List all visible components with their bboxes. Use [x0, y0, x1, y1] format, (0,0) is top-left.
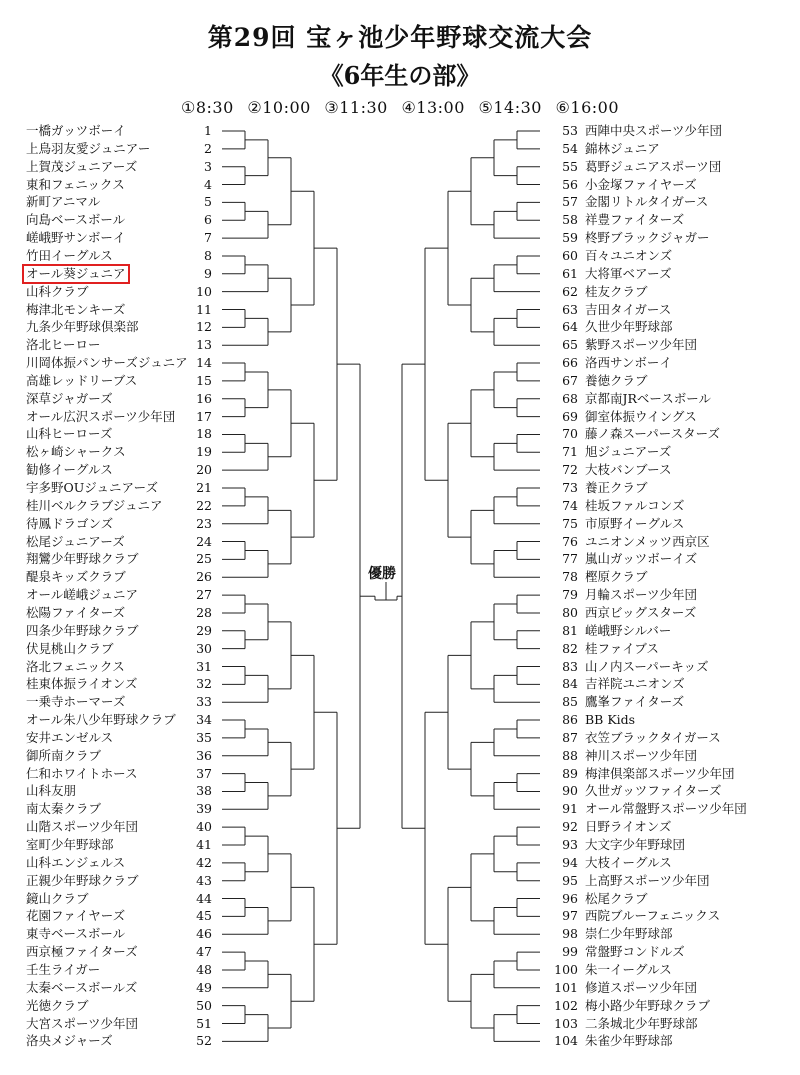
team-number: 62 — [562, 283, 578, 299]
team-name: 御室体振ウイングス — [585, 408, 697, 424]
team-name: 藤ノ森スーパースターズ — [585, 426, 721, 442]
team-number: 18 — [196, 426, 212, 442]
team-number: 69 — [562, 408, 578, 424]
team-name: 祥豊ファイターズ — [585, 212, 685, 228]
time-slot: ②10:00 — [247, 98, 311, 117]
team-name: 嵐山ガッツボーイズ — [585, 551, 698, 567]
team-name: 松尾ジュニアーズ — [26, 533, 125, 549]
page-subtitle: 《6年生の部》 — [319, 61, 481, 90]
team-number: 2 — [204, 140, 212, 156]
team-name: 柊野ブラックジャガー — [585, 230, 710, 246]
team-number: 10 — [196, 283, 212, 299]
team-number: 37 — [196, 765, 212, 781]
team-name: 深草ジャガーズ — [26, 390, 113, 406]
team-name: 仁和ホワイトホース — [26, 765, 138, 781]
team-name: BB Kids — [585, 712, 636, 728]
team-number: 15 — [196, 372, 212, 388]
team-name: 山階スポーツ少年団 — [26, 819, 139, 835]
team-number: 80 — [562, 604, 578, 620]
team-number: 58 — [562, 212, 578, 228]
team-number: 33 — [196, 694, 212, 710]
team-name: 常盤野コンドルズ — [585, 944, 685, 960]
team-name: 四条少年野球クラブ — [26, 622, 139, 638]
team-number: 64 — [562, 319, 578, 335]
team-number: 60 — [562, 247, 578, 263]
team-number: 41 — [196, 837, 212, 852]
team-name: 養徳クラブ — [585, 372, 648, 388]
team-name: 鷹峯ファイターズ — [585, 694, 685, 710]
team-name: 上鳥羽友愛ジュニアー — [26, 140, 151, 156]
team-number: 8 — [204, 247, 212, 263]
team-name: 梅津北モンキーズ — [26, 301, 126, 317]
team-name: オール朱八少年野球クラブ — [26, 712, 176, 728]
time-slot: ④13:00 — [401, 98, 465, 117]
team-number: 71 — [562, 444, 578, 460]
team-number: 28 — [196, 604, 212, 620]
time-slot: ⑤14:30 — [478, 98, 542, 117]
team-number: 99 — [562, 944, 578, 960]
team-name: 九条少年野球倶楽部 — [26, 319, 139, 335]
team-number: 93 — [562, 837, 578, 852]
team-name: 梅小路少年野球クラブ — [585, 997, 711, 1013]
team-name: 二条城北少年野球部 — [585, 1015, 698, 1031]
team-name: 神川スポーツ少年団 — [585, 747, 698, 763]
team-number: 32 — [196, 676, 212, 692]
team-number: 66 — [562, 355, 578, 371]
team-number: 88 — [562, 747, 578, 763]
time-slot: ⑥16:00 — [555, 98, 619, 117]
team-number: 101 — [554, 979, 578, 995]
team-name: 上高野スポーツ少年団 — [585, 872, 710, 888]
team-number: 95 — [562, 872, 578, 888]
team-name: 桂坂ファルコンズ — [585, 497, 685, 513]
team-number: 96 — [562, 890, 578, 906]
team-number: 76 — [562, 533, 578, 549]
team-number: 75 — [562, 515, 578, 531]
team-name: 金閣リトルタイガース — [585, 194, 709, 210]
team-name: 上賀茂ジュニアーズ — [26, 158, 138, 174]
team-name: 洛北フェニックス — [26, 658, 125, 674]
team-number: 100 — [554, 961, 578, 977]
team-number: 1 — [204, 123, 212, 138]
team-number: 68 — [562, 390, 578, 406]
team-name: 高雄レッドリーブス — [26, 372, 138, 388]
team-name: 向島ベースボール — [26, 212, 126, 228]
team-number: 35 — [196, 729, 212, 745]
team-name: 御所南クラブ — [26, 747, 102, 763]
team-number: 53 — [562, 123, 578, 138]
team-name: 桂川ベルクラブジュニア — [26, 497, 163, 513]
team-number: 48 — [196, 961, 212, 977]
team-name: 衣笠ブラックタイガース — [585, 729, 721, 745]
team-number: 22 — [196, 497, 212, 513]
team-name: 旭ジュニアーズ — [585, 444, 672, 460]
team-name: 安井エンゼルス — [26, 729, 114, 745]
team-number: 5 — [204, 194, 212, 210]
team-name: 勧修イーグルス — [26, 462, 113, 478]
team-number: 79 — [562, 587, 578, 603]
team-number: 82 — [562, 640, 578, 656]
team-name: 京都南JRベースボール — [585, 390, 712, 406]
team-name: 修道スポーツ少年団 — [585, 979, 698, 995]
team-name: 山科ヒーローズ — [26, 426, 113, 442]
team-name: 川岡体振パンサーズジュニア — [26, 355, 188, 371]
team-number: 36 — [196, 747, 212, 763]
team-name: 百々ユニオンズ — [585, 247, 673, 263]
team-number: 29 — [196, 622, 212, 638]
team-name: 松ヶ崎シャークス — [26, 444, 126, 460]
team-name: 久世ガッツファイターズ — [585, 783, 722, 799]
team-name: 新町アニマル — [26, 194, 101, 210]
team-number: 104 — [554, 1033, 578, 1049]
team-number: 81 — [562, 622, 578, 638]
team-number: 61 — [562, 265, 578, 281]
team-number: 42 — [196, 854, 212, 870]
team-name: 朱雀少年野球部 — [585, 1033, 673, 1049]
team-name: 大枝イーグルス — [585, 854, 672, 870]
team-number: 20 — [196, 462, 212, 478]
team-name: オール嵯峨ジュニア — [26, 587, 139, 603]
team-number: 102 — [554, 997, 578, 1013]
team-number: 21 — [196, 480, 212, 495]
team-number: 40 — [196, 819, 212, 835]
team-number: 12 — [196, 319, 212, 335]
team-number: 87 — [562, 729, 578, 745]
team-number: 92 — [562, 819, 578, 835]
team-number: 56 — [562, 176, 578, 192]
team-name: 西院ブルーフェニックス — [585, 908, 721, 924]
team-number: 4 — [204, 176, 212, 192]
team-name: 西京ビッグスターズ — [585, 604, 697, 620]
team-name: 鏡山クラブ — [26, 890, 89, 906]
team-number: 24 — [196, 533, 212, 549]
team-name: 室町少年野球部 — [26, 837, 114, 852]
team-number: 89 — [562, 765, 578, 781]
team-name: 嵯峨野サンボーイ — [26, 230, 126, 246]
team-name: 正親少年野球クラブ — [26, 872, 139, 888]
team-name: 洛央メジャーズ — [26, 1033, 113, 1049]
team-number: 45 — [196, 908, 212, 924]
team-number: 83 — [562, 658, 578, 674]
team-name: 南太秦クラブ — [26, 801, 102, 817]
team-name: 壬生ライガー — [26, 961, 101, 977]
team-number: 90 — [562, 783, 578, 799]
team-number: 103 — [554, 1015, 578, 1031]
team-name: 竹田イーグルス — [26, 247, 113, 263]
team-number: 6 — [204, 212, 212, 228]
team-number: 86 — [562, 712, 578, 728]
team-number: 70 — [562, 426, 578, 442]
champion-label: 優勝 — [368, 566, 396, 582]
team-name: 大将軍ベアーズ — [585, 265, 672, 281]
team-name: 桂東体振ライオンズ — [26, 676, 138, 692]
team-name: 日野ライオンズ — [585, 819, 672, 835]
team-name: オール常盤野スポーツ少年団 — [585, 801, 747, 817]
team-name: 大枝バンブース — [585, 462, 672, 478]
team-number: 59 — [562, 230, 578, 246]
team-name: 醍泉キッズクラブ — [26, 569, 126, 585]
team-number: 19 — [196, 444, 212, 460]
team-name: 翔鸞少年野球クラブ — [26, 551, 139, 567]
team-number: 14 — [196, 355, 212, 371]
team-number: 67 — [562, 372, 578, 388]
team-name: 一乗寺ホーマーズ — [26, 694, 126, 710]
team-name: 伏見桃山クラブ — [26, 640, 114, 656]
team-name: 梅津倶楽部スポーツ少年団 — [585, 765, 735, 781]
team-number: 16 — [196, 390, 212, 406]
team-name: 山科エンジェルス — [26, 854, 126, 870]
team-number: 63 — [562, 301, 578, 317]
team-number: 91 — [562, 801, 578, 817]
team-number: 31 — [196, 658, 212, 674]
team-name: 桂友クラブ — [585, 283, 648, 299]
team-number: 3 — [204, 158, 212, 174]
team-number: 84 — [562, 676, 578, 692]
team-number: 55 — [562, 158, 578, 174]
team-name: 一橋ガッツボーイ — [26, 123, 126, 138]
team-number: 44 — [196, 890, 212, 906]
team-number: 27 — [196, 587, 212, 603]
team-number: 39 — [196, 801, 212, 817]
team-number: 98 — [562, 926, 578, 942]
team-number: 30 — [196, 640, 212, 656]
team-name: 待鳳ドラゴンズ — [26, 515, 114, 531]
team-number: 34 — [196, 712, 212, 728]
team-number: 7 — [204, 230, 212, 246]
team-number: 54 — [562, 140, 578, 156]
time-slot: ①8:30 — [180, 98, 234, 117]
team-name: 光徳クラブ — [26, 997, 89, 1013]
team-name: 月輪スポーツ少年団 — [585, 587, 698, 603]
team-number: 73 — [562, 480, 578, 495]
team-number: 74 — [562, 497, 578, 513]
team-name: 錦林ジュニア — [585, 140, 660, 156]
team-name: 洛西サンボーイ — [585, 355, 672, 371]
team-name: 大文字少年野球団 — [585, 837, 686, 852]
team-name: 吉祥院ユニオンズ — [585, 676, 685, 692]
team-number: 52 — [196, 1033, 212, 1049]
team-number: 72 — [562, 462, 578, 478]
team-name: 嵯峨野シルバー — [585, 622, 672, 638]
team-name: 崇仁少年野球部 — [585, 926, 673, 942]
team-name: 花園ファイヤーズ — [26, 908, 126, 924]
team-name: 山科クラブ — [26, 283, 89, 299]
team-number: 17 — [196, 408, 212, 424]
team-name: 松尾クラブ — [585, 890, 648, 906]
page-title: 第29回 宝ヶ池少年野球交流大会 — [207, 23, 593, 52]
team-number: 49 — [196, 979, 212, 995]
team-name: 樫原クラブ — [585, 569, 648, 585]
team-name: 大宮スポーツ少年団 — [26, 1015, 139, 1031]
team-name: 山科友朋 — [26, 783, 77, 799]
team-name: 西陣中央スポーツ少年団 — [585, 123, 723, 138]
team-name: 山ノ内スーパーキッズ — [585, 658, 709, 674]
team-number: 9 — [204, 265, 212, 281]
team-number: 43 — [196, 872, 212, 888]
team-name: 久世少年野球部 — [585, 319, 673, 335]
team-name: オール広沢スポーツ少年団 — [26, 408, 176, 424]
team-name: 松陽ファイターズ — [26, 604, 126, 620]
team-number: 13 — [196, 337, 212, 353]
team-name: 桂ファイブス — [585, 640, 659, 656]
team-name: 東和フェニックス — [26, 176, 125, 192]
time-slot: ③11:30 — [324, 98, 388, 117]
team-name: 養正クラブ — [585, 480, 648, 495]
team-name: 東寺ベースボール — [26, 926, 126, 942]
team-name: 洛北ヒーロー — [26, 337, 101, 353]
team-name: 宇多野OUジュニアーズ — [26, 480, 159, 495]
team-name: 小金塚ファイヤーズ — [585, 176, 697, 192]
team-name: 吉田タイガース — [585, 301, 672, 317]
team-number: 51 — [196, 1015, 212, 1031]
team-number: 78 — [562, 569, 578, 585]
team-number: 46 — [196, 926, 212, 942]
team-name: ユニオンメッツ西京区 — [585, 533, 710, 549]
team-name: 西京極ファイターズ — [26, 944, 138, 960]
team-name-highlighted: オール葵ジュニア — [26, 265, 126, 281]
team-number: 97 — [562, 908, 578, 924]
team-name: 紫野スポーツ少年団 — [585, 337, 698, 353]
team-number: 50 — [196, 997, 212, 1013]
team-number: 85 — [562, 694, 578, 710]
team-name: 太秦ベースボールズ — [26, 979, 138, 995]
team-number: 57 — [562, 194, 578, 210]
team-name: 市原野イーグルス — [585, 515, 685, 531]
team-number: 26 — [196, 569, 212, 585]
team-number: 11 — [196, 301, 212, 317]
team-name: 葛野ジュニアスポーツ団 — [585, 158, 722, 174]
team-number: 47 — [196, 944, 212, 960]
team-number: 38 — [196, 783, 212, 799]
team-number: 25 — [196, 551, 212, 567]
team-number: 65 — [562, 337, 578, 353]
team-number: 77 — [562, 551, 578, 567]
team-number: 94 — [562, 854, 578, 870]
team-number: 23 — [196, 515, 212, 531]
team-name: 朱一イーグルス — [585, 961, 672, 977]
